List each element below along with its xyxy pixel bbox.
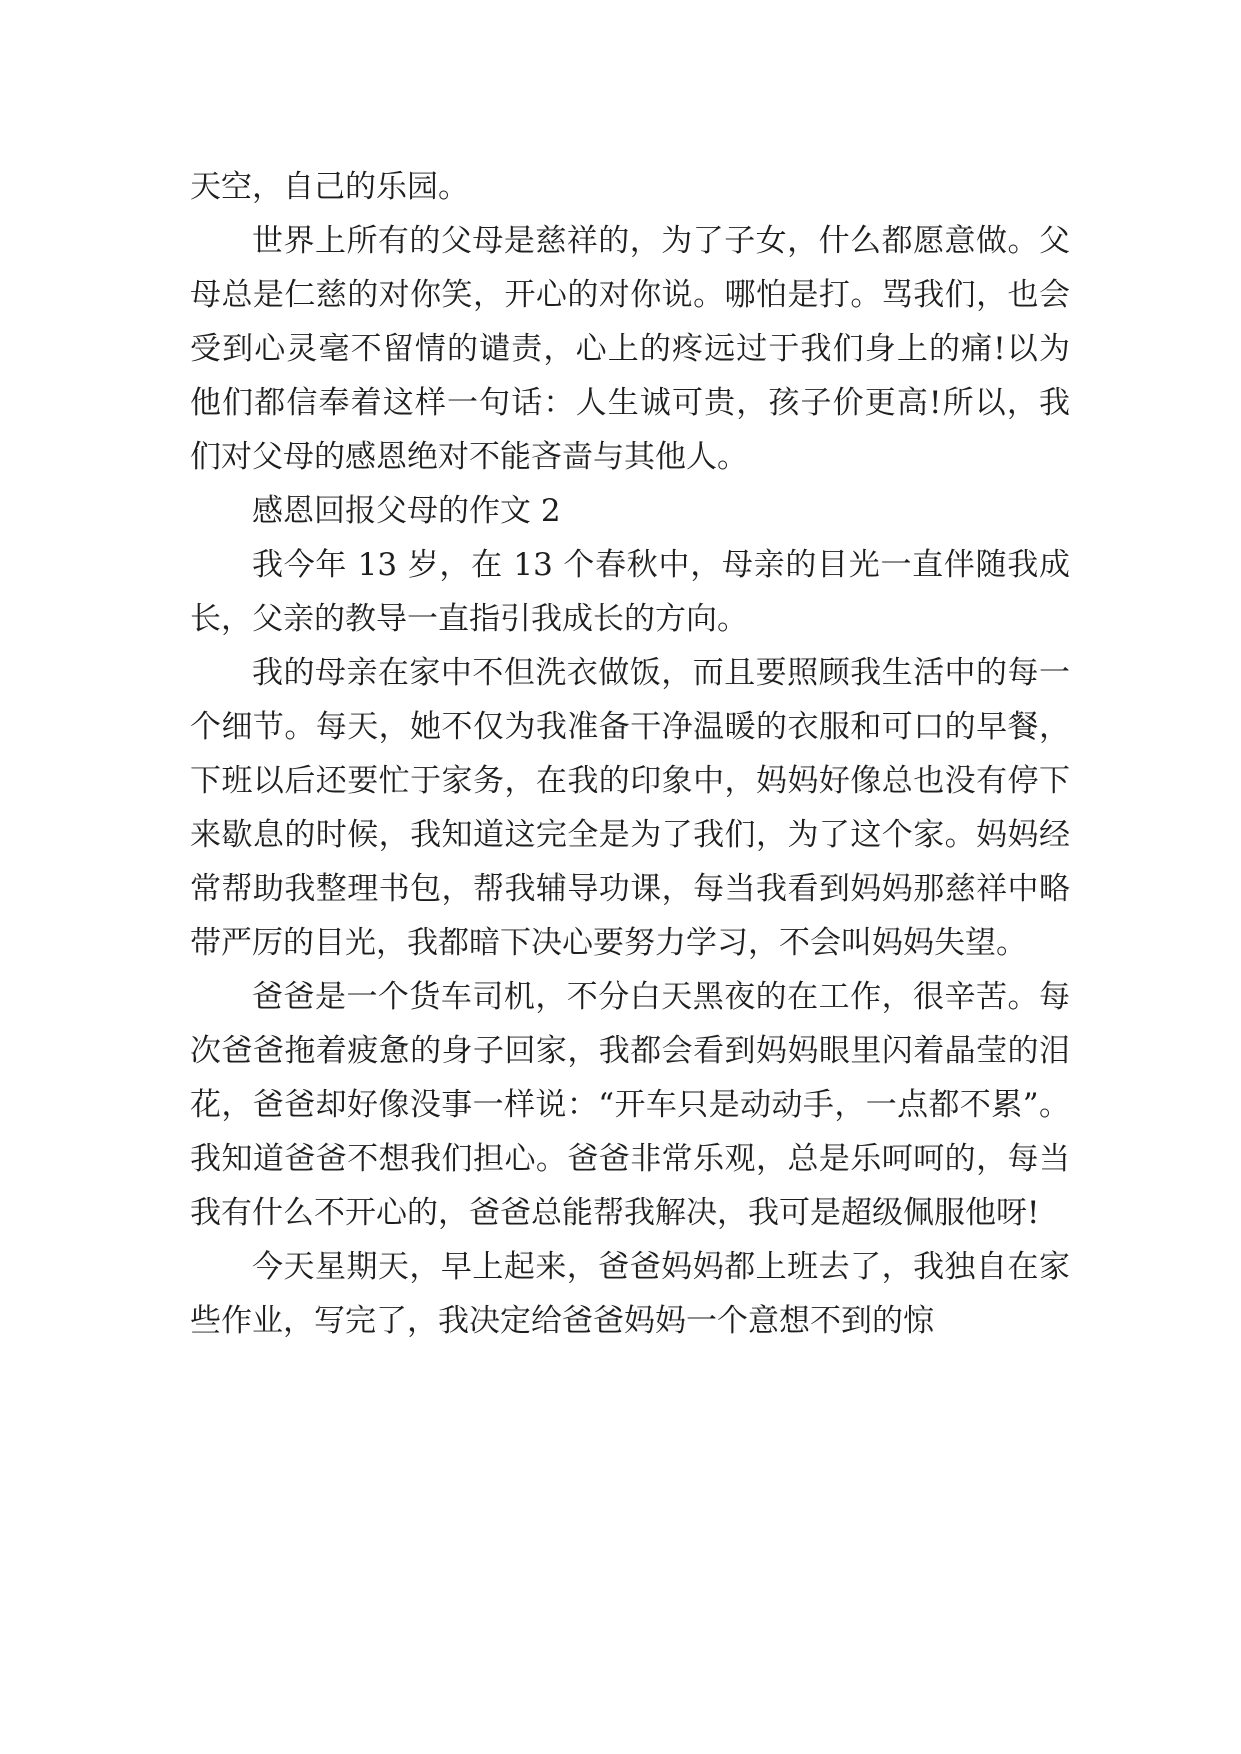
paragraph-opening-fragment: 天空，自己的乐园。 bbox=[190, 169, 469, 205]
paragraph-thirteen-years: 我今年 13 岁，在 13 个春秋中，母亲的目光一直伴随我成长，父亲的教导一直指引我成长的方向。 bbox=[190, 547, 1070, 637]
essay-heading: 感恩回报父母的作文 2 bbox=[252, 493, 561, 529]
paragraph-mother: 我的母亲在家中不但洗衣做饭，而且要照顾我生活中的每一个细节。每天，她不仅为我准备干净温暖的衣服和可口的早餐，下班以后还要忙于家务，在我的印象中，妈妈好像总也没有停下来歇息的时候，我知道这完全是为了我们，为了这个家。妈妈经常帮助我整理书包，帮我辅导功课，每当我看到妈妈那慈祥中略带严厉的目光，我都暗下决心要努力学习，不会叫妈妈失望。 bbox=[190, 655, 1070, 961]
paragraph-sunday: 今天星期天，早上起来，爸爸妈妈都上班去了，我独自在家些作业，写完了，我决定给爸爸妈妈一个意想不到的惊 bbox=[190, 1249, 1070, 1339]
paragraph-parents-kindness: 世界上所有的父母是慈祥的，为了子女，什么都愿意做。父母总是仁慈的对你笑，开心的对你说。哪怕是打。骂我们，也会受到心灵毫不留情的谴责，心上的疼远过于我们身上的痛!以为他们都信奉着这样一句话：人生诚可贵，孩子价更高!所以，我们对父母的感恩绝对不能吝啬与其他人。 bbox=[190, 223, 1070, 475]
paragraph-father: 爸爸是一个货车司机，不分白天黑夜的在工作，很辛苦。每次爸爸拖着疲惫的身子回家，我都会看到妈妈眼里闪着晶莹的泪花，爸爸却好像没事一样说：“开车只是动动手，一点都不累”。我知道爸爸不想我们担心。爸爸非常乐观，总是乐呵呵的，每当我有什么不开心的，爸爸总能帮我解决，我可是超级佩服他呀! bbox=[190, 979, 1070, 1231]
document-body bbox=[190, 160, 1070, 1348]
